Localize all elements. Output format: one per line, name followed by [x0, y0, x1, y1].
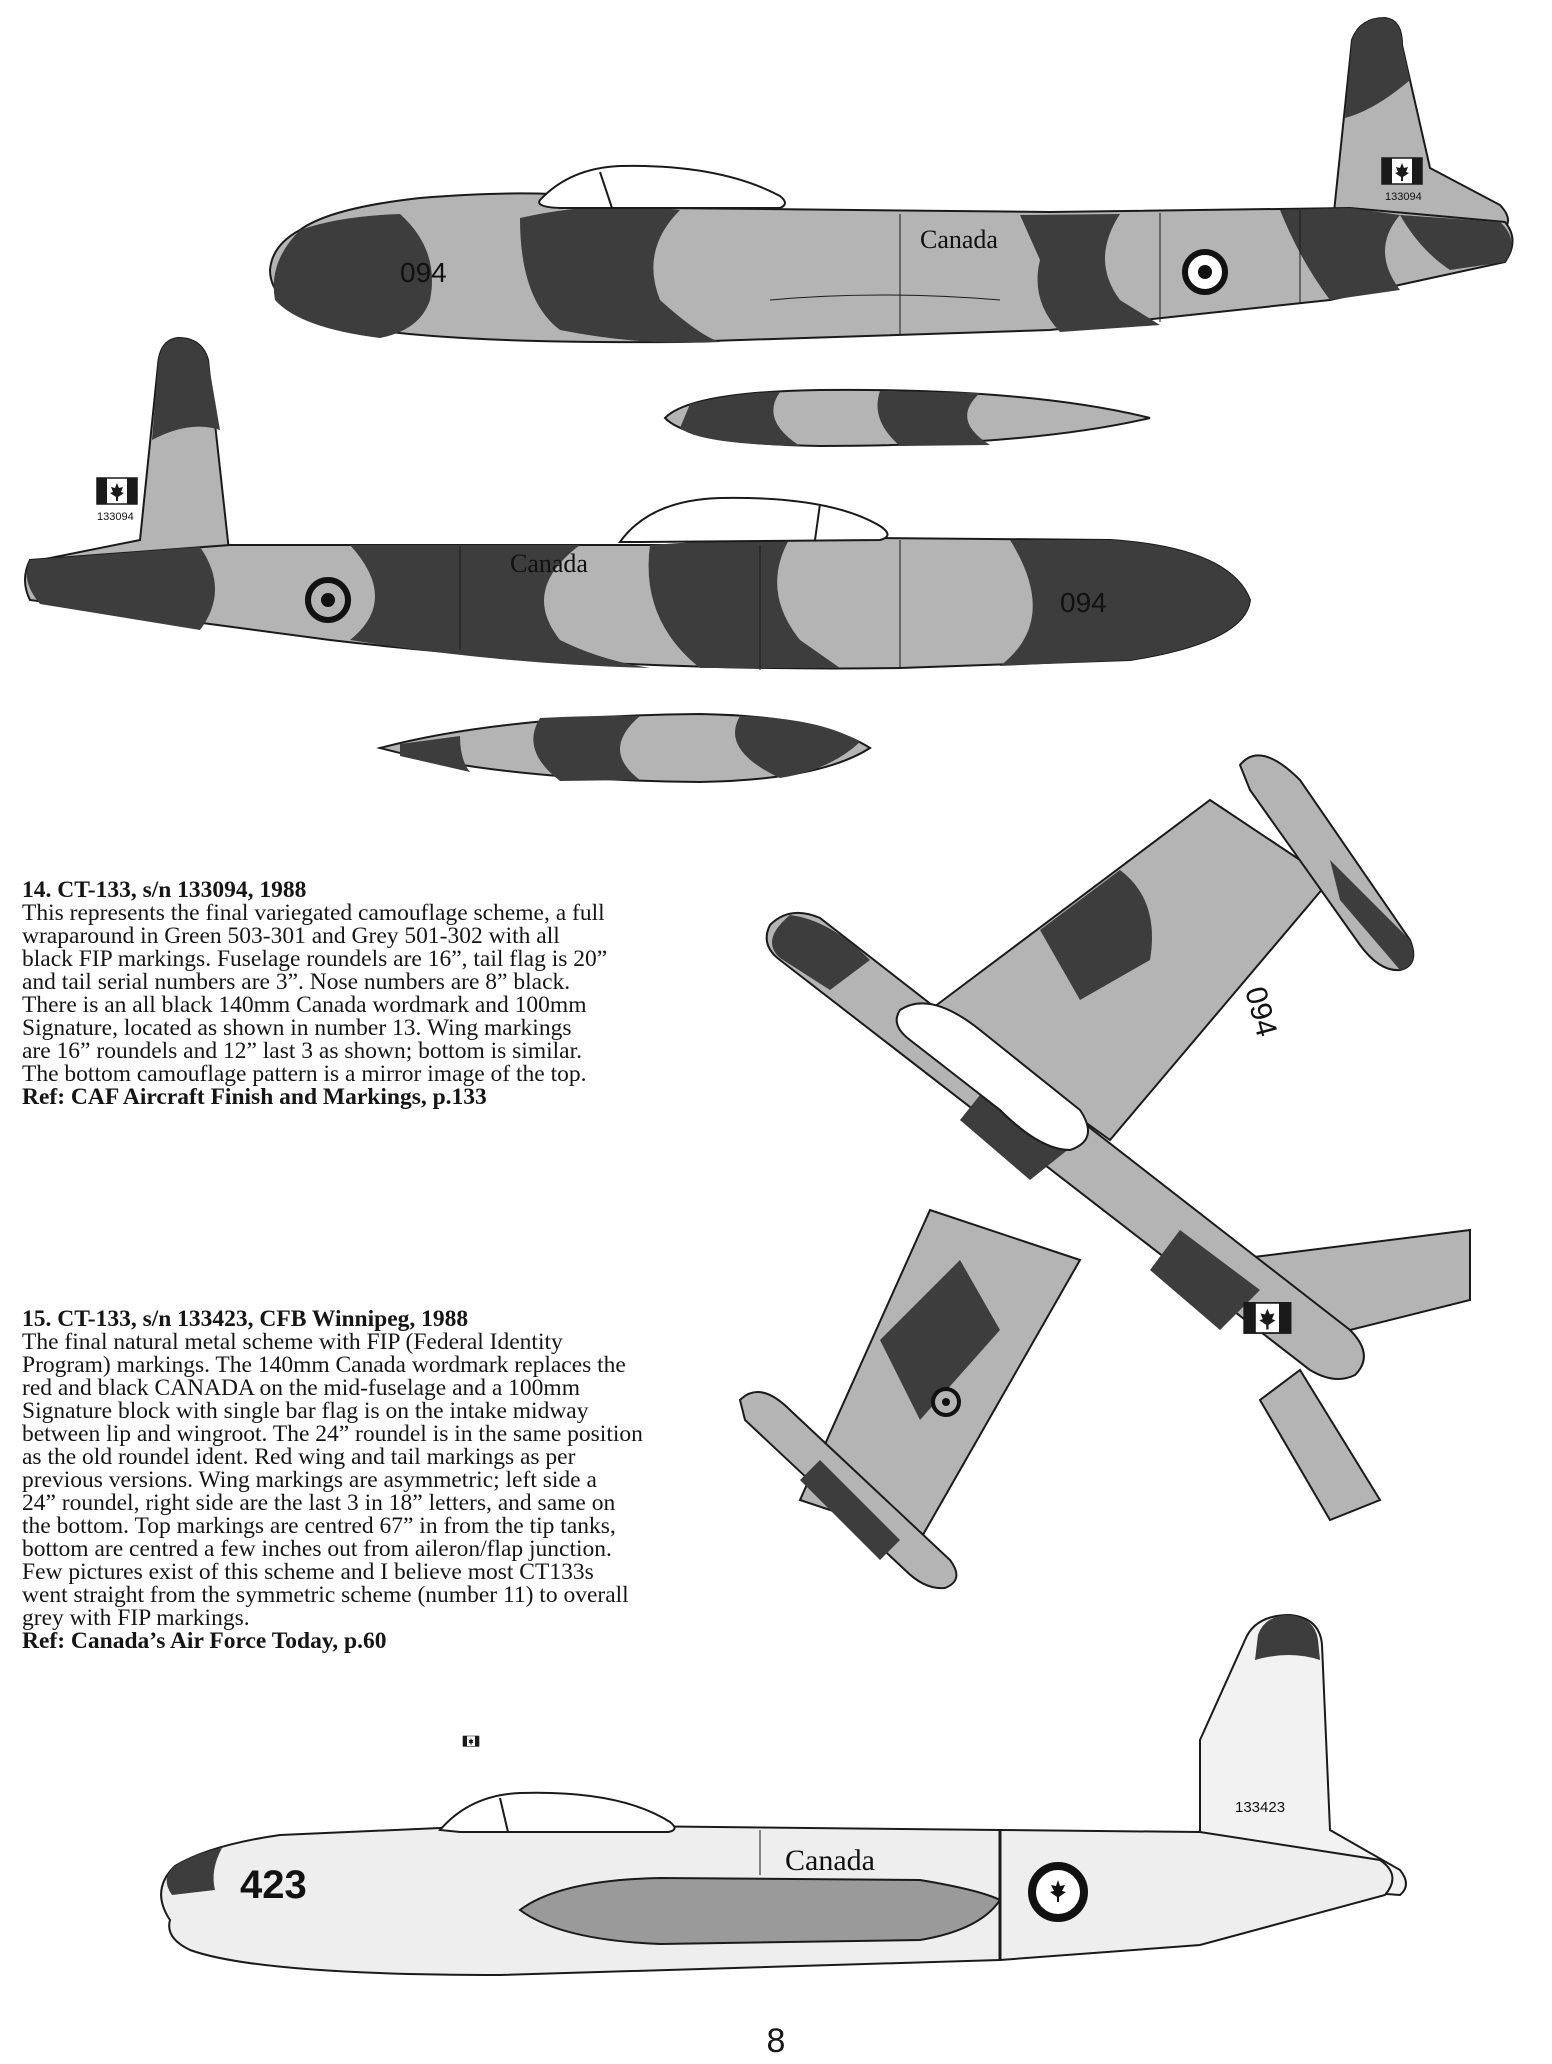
tip-tank — [380, 714, 870, 782]
caption-line: red and black CANADA on the mid-fuselage and a 100mm — [22, 1375, 580, 1401]
caption-line: wraparound in Green 503-301 and Grey 501-302 with all — [22, 923, 560, 949]
tail-serial: 133094 — [1385, 191, 1422, 203]
roundel-icon — [308, 580, 348, 620]
canada-wordmark: Canada — [510, 549, 588, 578]
nose-number: 094 — [1060, 587, 1107, 618]
caption-line: Few pictures exist of this scheme and I believe most CT133s — [22, 1559, 594, 1585]
caption-line: previous versions. Wing markings are asymmetric; left side a — [22, 1467, 597, 1493]
roundel-icon — [1032, 1866, 1084, 1918]
caption-item-15 — [22, 1308, 722, 1653]
signature-flag-icon — [463, 1736, 479, 1746]
canada-flag-icon — [1244, 1303, 1290, 1333]
caption-line: 24” roundel, right side are the last 3 in 18” letters, and same on — [22, 1490, 616, 1516]
canada-wordmark: Canada — [920, 225, 998, 254]
caption-line: and tail serial numbers are 3”. Nose numbers are 8” black. — [22, 969, 571, 995]
tail-serial: 133094 — [97, 511, 134, 523]
caption-reference: Ref: Canada’s Air Force Today, p.60 — [22, 1628, 387, 1654]
page-number: 8 — [766, 2022, 786, 2060]
roundel-icon — [933, 1389, 959, 1415]
caption-line: grey with FIP markings. — [22, 1605, 250, 1631]
aircraft-plan-view — [740, 755, 1470, 1588]
roundel-icon — [1185, 252, 1225, 292]
tip-tank — [665, 390, 1150, 446]
caption-line: Signature, located as shown in number 13. Wing markings — [22, 1015, 572, 1041]
nose-number: 423 — [240, 1863, 307, 1907]
caption-line: as the old roundel ident. Red wing and tail markings as per — [22, 1444, 576, 1470]
canada-flag-icon — [1382, 158, 1422, 184]
caption-line: the bottom. Top markings are centred 67” in from the tip tanks, — [22, 1513, 616, 1539]
caption-line: went straight from the symmetric scheme (number 11) to overall — [22, 1582, 629, 1608]
caption-line: Signature block with single bar flag is on the intake midway — [22, 1398, 589, 1424]
canada-wordmark: Canada — [785, 1844, 875, 1877]
caption-heading: 15. CT-133, s/n 133423, CFB Winnipeg, 1988 — [22, 1306, 469, 1332]
caption-line: Program) markings. The 140mm Canada wordmark replaces the — [22, 1352, 626, 1378]
tail-serial: 133423 — [1235, 1799, 1286, 1816]
caption-line: The bottom camouflage pattern is a mirror image of the top. — [22, 1061, 587, 1087]
caption-heading: 14. CT-133, s/n 133094, 1988 — [22, 877, 307, 903]
wing-number: 094 — [1238, 983, 1284, 1041]
aircraft-profile-camo-left — [270, 18, 1513, 446]
canada-flag-icon — [97, 478, 137, 504]
caption-reference: Ref: CAF Aircraft Finish and Markings, p.133 — [22, 1084, 487, 1110]
caption-line: bottom are centred a few inches out from aileron/flap junction. — [22, 1536, 612, 1562]
caption-item-14 — [22, 879, 722, 1109]
caption-line: are 16” roundels and 12” last 3 as shown; bottom is similar. — [22, 1038, 582, 1064]
caption-line: This represents the final variegated camouflage scheme, a full — [22, 900, 605, 926]
caption-line: between lip and wingroot. The 24” roundel is in the same position — [22, 1421, 643, 1447]
caption-line: The final natural metal scheme with FIP (Federal Identity — [22, 1329, 563, 1355]
nose-number: 094 — [400, 257, 447, 288]
caption-line: black FIP markings. Fuselage roundels are 16”, tail flag is 20” — [22, 946, 608, 972]
caption-line: There is an all black 140mm Canada wordmark and 100mm — [22, 992, 587, 1018]
